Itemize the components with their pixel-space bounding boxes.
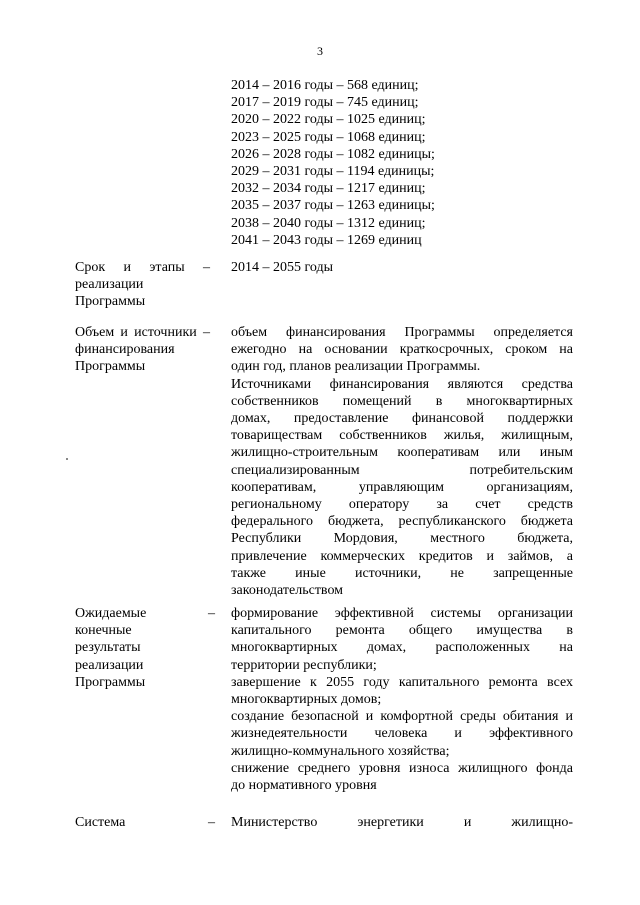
financing-text-line: Источниками финансирования являются средства xyxy=(231,376,573,392)
stage-line: 2035 – 2037 годы – 1263 единицы; xyxy=(231,198,435,214)
results-content xyxy=(231,605,573,794)
term-label-line: реализации xyxy=(75,277,144,293)
results-text-line: капитального ремонта общего имущества в xyxy=(231,623,573,639)
financing-text-line: также иные источники, не запрещенные xyxy=(231,565,573,581)
financing-label-line: Объем и источники – xyxy=(75,325,210,340)
financing-text-line: Республики Мордовия, местного бюджета, xyxy=(231,531,573,547)
results-label-line: реализации xyxy=(75,657,144,673)
stage-line: 2026 – 2028 годы – 1082 единицы; xyxy=(231,146,435,162)
financing-label-line: финансирования xyxy=(75,342,175,358)
results-text-line: многоквартирных домов; xyxy=(231,692,382,708)
financing-text-line: один год, планов реализации Программы. xyxy=(231,359,481,375)
term-label-line: Срок и этапы – xyxy=(75,260,210,275)
financing-text-line: жилищно-строительным кооперативам или иным xyxy=(231,445,573,461)
stage-line: 2032 – 2034 годы – 1217 единиц; xyxy=(231,181,426,197)
scan-speck xyxy=(66,458,68,460)
results-text-line: многоквартирных домах, расположенных на xyxy=(231,640,573,656)
system-content xyxy=(231,814,573,831)
term-label-line: Программы xyxy=(75,294,146,310)
stage-line: 2014 – 2016 годы – 568 единиц; xyxy=(231,78,419,93)
results-text-line: территории республики; xyxy=(231,657,377,673)
results-label xyxy=(75,605,210,691)
stage-line: 2017 – 2019 годы – 745 единиц; xyxy=(231,95,419,111)
results-text-line: жилищно-коммунального хозяйства; xyxy=(231,743,450,759)
financing-text-line: привлечение коммерческих кредитов и займов, а xyxy=(231,548,573,564)
stage-line: 2038 – 2040 годы – 1312 единиц; xyxy=(231,215,426,231)
system-label: Система xyxy=(75,815,126,830)
financing-text-line: ежегодно на основании краткосрочных, сроком на xyxy=(231,342,573,358)
financing-label xyxy=(75,324,210,376)
results-text-line: создание безопасной и комфортной среды обитания и xyxy=(231,709,573,725)
stage-line: 2023 – 2025 годы – 1068 единиц; xyxy=(231,129,426,145)
financing-label-line: Программы xyxy=(75,359,146,375)
page-number: 3 xyxy=(317,44,323,58)
financing-text-line: специализированным потребительским xyxy=(231,462,573,478)
results-text-line: до нормативного уровня xyxy=(231,778,377,794)
results-text-line: снижение среднего уровня износа жилищного фонда xyxy=(231,760,573,776)
results-text-line: формирование эффективной системы организации xyxy=(231,606,573,621)
financing-text-line: кооперативам, управляющим организациям, xyxy=(231,479,573,495)
financing-text-line: домах, предоставление финансовой поддержки xyxy=(231,411,573,427)
results-label-line: результаты xyxy=(75,640,141,656)
financing-text-line: товариществам собственников жилья, жилищным, xyxy=(231,428,573,444)
term-label xyxy=(75,259,210,311)
results-label-line: конечные xyxy=(75,623,132,639)
stage-line: 2041 – 2043 годы – 1269 единиц xyxy=(231,232,422,248)
financing-text-line: федерального бюджета, республиканского бюджета xyxy=(231,514,573,530)
stage-line: 2029 – 2031 годы – 1194 единицы; xyxy=(231,164,435,180)
financing-text-line: объем финансирования Программы определяется xyxy=(231,325,573,340)
stages-list xyxy=(231,77,435,249)
results-label-line: Программы xyxy=(75,674,146,690)
term-content: 2014 – 2055 годы xyxy=(231,260,334,275)
results-label-line: Ожидаемые xyxy=(75,606,147,621)
stage-line: 2020 – 2022 годы – 1025 единиц; xyxy=(231,112,426,128)
financing-text-line: собственников помещений в многоквартирных xyxy=(231,393,573,409)
financing-text-line: региональному оператору за счет средств xyxy=(231,497,573,513)
system-dash: – xyxy=(208,815,215,830)
financing-content xyxy=(231,324,573,599)
results-text-line: жизнедеятельности человека и эффективного xyxy=(231,726,573,742)
results-text-line: завершение к 2055 году капитального ремонта всех xyxy=(231,674,573,690)
results-dash: – xyxy=(208,606,215,621)
system-text-line: Министерство энергетики и жилищно- xyxy=(231,815,573,830)
financing-text-line: законодательством xyxy=(231,583,344,599)
